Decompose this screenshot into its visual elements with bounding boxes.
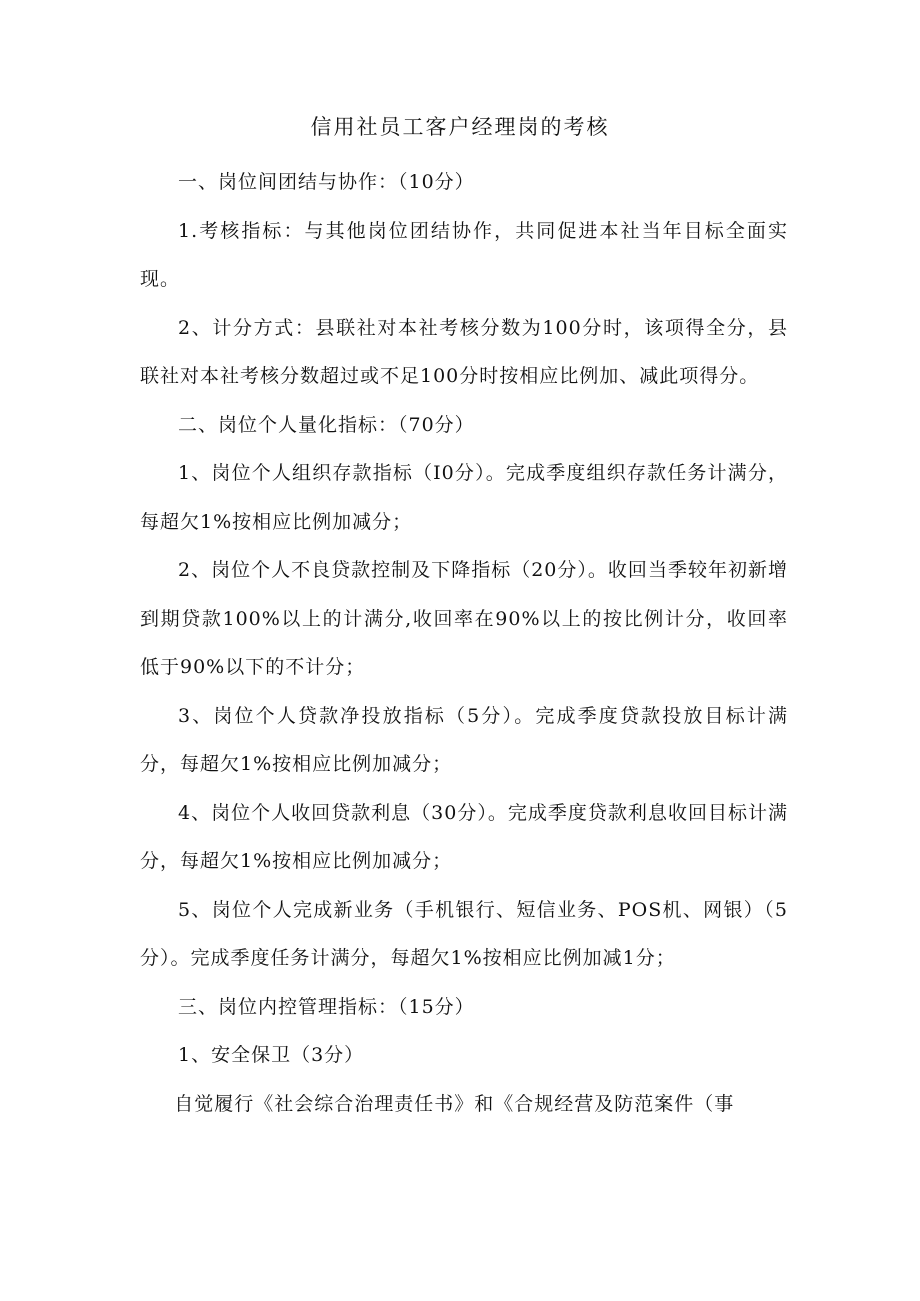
section-heading-3: 三、岗位内控管理指标：（15分） bbox=[178, 995, 475, 1018]
document-body bbox=[140, 158, 788, 1128]
paragraph-3-1: 1、安全保卫（3分） bbox=[178, 1044, 365, 1066]
section-heading-2: 二、岗位个人量化指标：（70分） bbox=[178, 413, 475, 436]
section-heading-1: 一、岗位间团结与协作：（10分） bbox=[178, 171, 475, 193]
paragraph-3-2: 自觉履行《社会综合治理责任书》和《合规经营及防范案件（事 bbox=[174, 1092, 735, 1115]
document-title: 信用社员工客户经理岗的考核 bbox=[310, 115, 610, 139]
paragraph-1-2: 2、计分方式：县联社对本社考核分数为100分时，该项得全分，县联社对本社考核分数超过或不足100分时按相应比例加、减此项得分。 bbox=[140, 316, 788, 387]
paragraph-2-1: 1、岗位个人组织存款指标（I0分）。完成季度组织存款任务计满分，每超欠1%按相应比例加减分； bbox=[140, 462, 788, 533]
paragraph-2-2: 2、岗位个人不良贷款控制及下降指标（20分）。收回当季较年初新增到期贷款100%以上的计满分,收回率在90%以上的按比例计分，收回率低于90%以下的不计分； bbox=[140, 559, 788, 678]
paragraph-2-3: 3、岗位个人贷款净投放指标（5分）。完成季度贷款投放目标计满分，每超欠1%按相应比例加减分； bbox=[140, 704, 788, 775]
paragraph-2-5: 5、岗位个人完成新业务（手机银行、短信业务、POS机、网银）（5分）。完成季度任务计满分，每超欠1%按相应比例加减1分； bbox=[140, 898, 788, 969]
paragraph-2-4: 4、岗位个人收回贷款利息（30分）。完成季度贷款利息收回目标计满分，每超欠1%按相应比例加减分； bbox=[140, 801, 788, 872]
paragraph-1-1: 1.考核指标：与其他岗位团结协作，共同促进本社当年目标全面实现。 bbox=[140, 219, 788, 290]
